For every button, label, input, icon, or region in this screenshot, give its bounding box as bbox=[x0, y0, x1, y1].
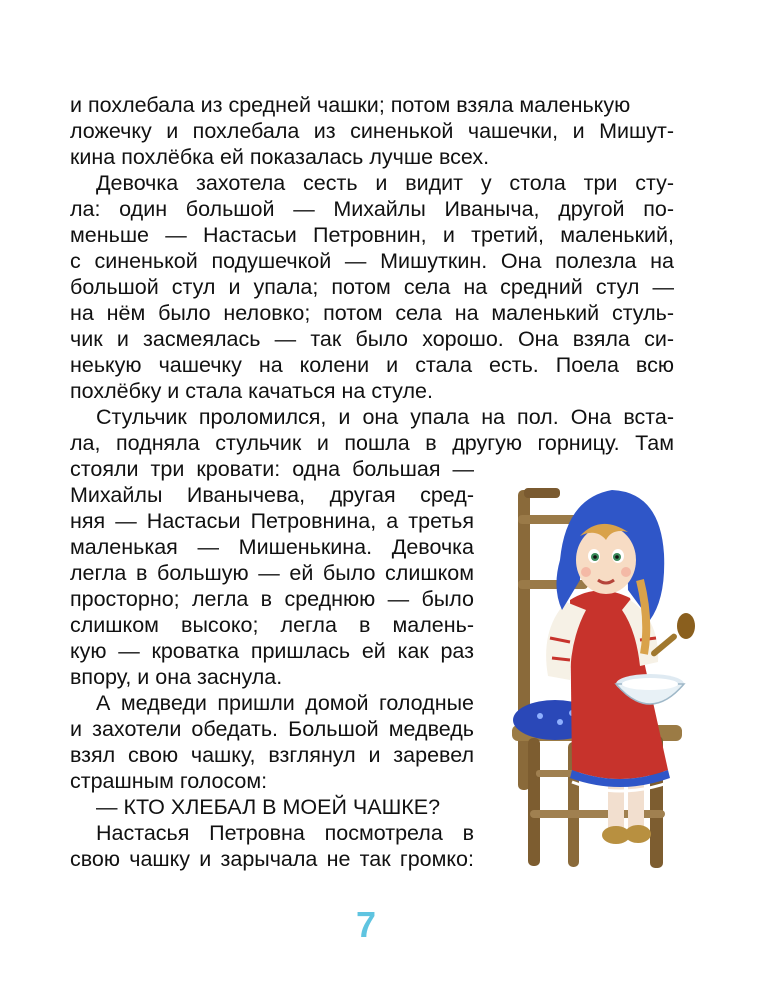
text-line: Стульчик проломился, и она упала на пол. Она вста- bbox=[96, 405, 674, 429]
text-line: похлёбку и стала качаться на стуле. bbox=[70, 379, 433, 403]
text-line: страшным голосом: bbox=[70, 769, 268, 793]
text-line: Настасья Петровна посмотрела в bbox=[96, 821, 474, 845]
spoon bbox=[650, 613, 695, 658]
text-line: впору, и она заснула. bbox=[70, 665, 283, 689]
text-line: слишком высоко; легла в малень- bbox=[70, 613, 474, 637]
girl-on-chair-illustration bbox=[500, 470, 710, 875]
text-line: няя — Настасьи Петровнина, а третья bbox=[70, 509, 474, 533]
text-line: маленькая — Мишенькина. Девочка bbox=[70, 535, 474, 559]
text-line: А медведи пришли домой голодные bbox=[96, 691, 474, 715]
text-line: кую — кроватка пришлась ей как раз bbox=[70, 639, 474, 663]
text-line: большой стул и упала; потом села на средний стул — bbox=[70, 275, 674, 299]
text-line: легла в большую — ей было слишком bbox=[70, 561, 474, 585]
text-line: и захотели обедать. Большой медведь bbox=[70, 717, 474, 741]
text-line: — КТО ХЛЕБАЛ В МОЕЙ ЧАШКЕ? bbox=[96, 795, 441, 819]
text-line: неькую чашечку на колени и стала есть. Поела всю bbox=[70, 353, 674, 377]
text-line: ла, подняла стульчик и пошла в другую горницу. Там bbox=[70, 431, 674, 455]
text-line: ложечку и похлебала из синенькой чашечки, и Мишут- bbox=[70, 119, 674, 143]
text-line: меньше — Настасьи Петровнин, и третий, маленький, bbox=[70, 223, 674, 247]
text-line: ла: один большой — Михайлы Иваныча, другой по- bbox=[70, 197, 674, 221]
text-line: Девочка захотела сесть и видит у стола три сту- bbox=[96, 171, 674, 195]
text-line: стояли три кровати: одна большая — bbox=[70, 457, 474, 481]
page-number: 7 bbox=[355, 904, 377, 945]
text-line: просторно; легла в среднюю — было bbox=[70, 587, 474, 611]
text-line: с синенькой подушечкой — Мишуткин. Она полезла на bbox=[70, 249, 674, 273]
text-line: и похлебала из средней чашки; потом взяла маленькую bbox=[70, 93, 631, 117]
text-line: взял свою чашку, взглянул и заревел bbox=[70, 743, 474, 767]
text-line: на нём было неловко; потом села на маленький стуль- bbox=[70, 301, 674, 325]
text-line: Михайлы Иванычева, другая сред- bbox=[70, 483, 474, 507]
text-line: кина похлёбка ей показалась лучше всех. bbox=[70, 145, 490, 169]
text-line: чик и засмеялась — так было хорошо. Она взяла си- bbox=[70, 327, 674, 351]
text-line: свою чашку и зарычала не так громко: bbox=[70, 847, 474, 871]
